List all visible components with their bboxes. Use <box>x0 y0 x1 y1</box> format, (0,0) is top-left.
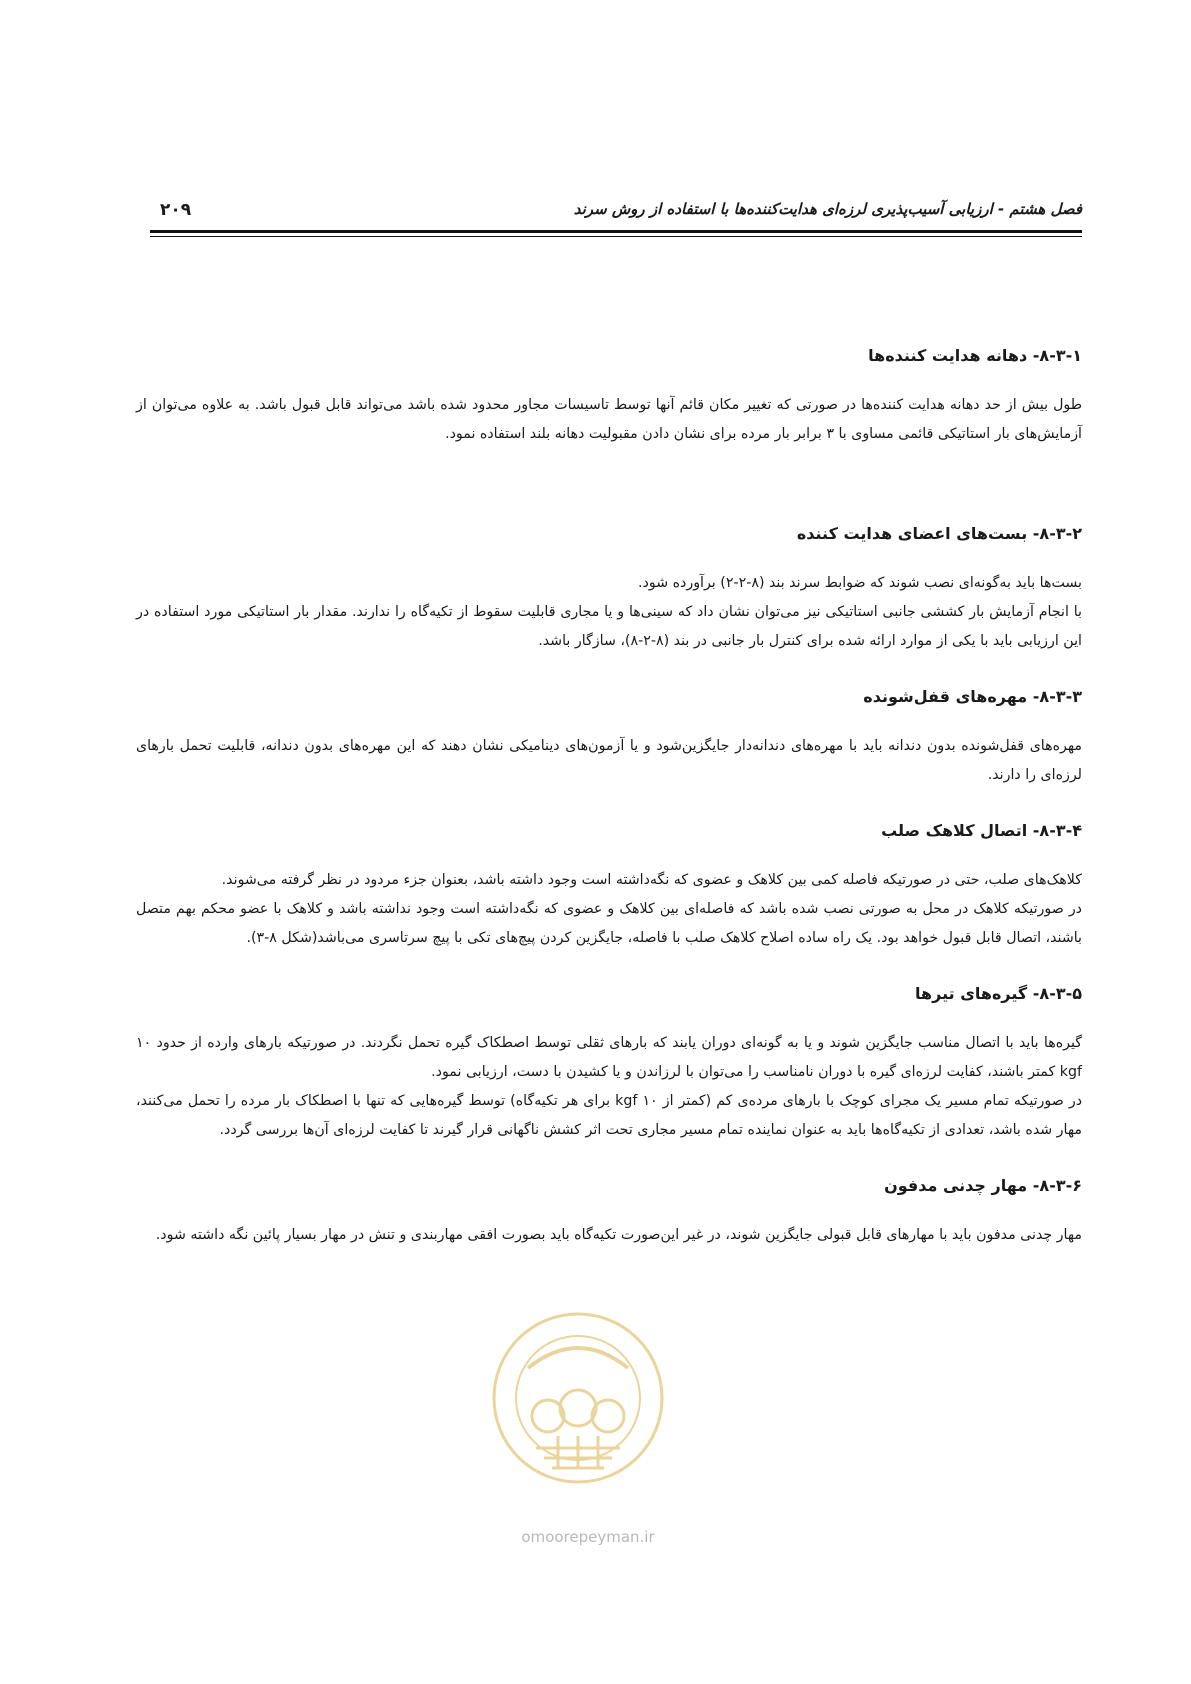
paragraph: گیره‌ها باید با اتصال مناسب جایگزین شوند و یا به گونه‌ای دوران یابند که بارهای ثقلی توسط اصطکاک گیره تحمل نگردند. در صورتیکه بارهای وارده از حدود ۱۰ kgf کمتر باشند، کفایت لرزه‌ای گیره با دوران نامناسب را می‌توان با لرزاندن و یا کشیدن با دست، ارزیابی نمود. <box>136 1035 1082 1080</box>
body-content <box>136 345 1082 1250</box>
section-heading: ۸-۳-۴- اتصال کلاهک صلب <box>881 821 1082 840</box>
watermark-logo-icon <box>488 1308 668 1488</box>
paragraph: در صورتیکه کلاهک در محل به صورتی نصب شده باشد که فاصله‌ای بین کلاهک و عضوی که نگه‌داشته است وجود نداشته باشد و کلاهک با عضو محکم بهم متصل باشند، اتصال قابل قبول خواهد بود. یک راه ساده اصلاح کلاهک صلب با فاصله، جایگزین کردن پیچ‌های تکی با پیچ سرتاسری می‌باشد(شکل ۸-۳). <box>136 901 1082 946</box>
section-heading: ۸-۳-۳- مهره‌های قفل‌شونده <box>863 687 1082 706</box>
section-heading: ۸-۳-۶- مهار چدنی مدفون <box>884 1176 1082 1195</box>
watermark-url: omoorepeyman.ir <box>521 1528 655 1546</box>
paragraph: کلاهک‌های صلب، حتی در صورتیکه فاصله کمی بین کلاهک و عضوی که نگه‌داشته است وجود داشته باشد، بعنوان جزء مردود در نظر گرفته می‌شوند. <box>221 872 1082 888</box>
section-2 <box>136 523 1082 656</box>
paragraph: مهار چدنی مدفون باید با مهارهای قابل قبولی جایگزین شوند، در غیر این‌صورت تکیه‌گاه باید بصورت افقی مهاربندی و تنش در مهار بسیار پائین نگه داشته شود. <box>155 1227 1082 1243</box>
section-heading: ۸-۳-۱- دهانه هدایت کننده‌ها <box>868 346 1082 365</box>
section-heading: ۸-۳-۲- بست‌های اعضای هدایت کننده <box>796 524 1082 543</box>
paragraph: طول بیش از حد دهانه هدایت کننده‌ها در صورتی که تغییر مکان قائم آنها توسط تاسیسات مجاور محدود شده باشد می‌تواند قابل قبول باشد. به علاوه می‌توان از آزمایش‌های بار استاتیکی قائمی مساوی با ۳ برابر بار مرده برای نشان دادن مقبولیت دهانه بلند استفاده نمود. <box>136 397 1082 442</box>
paragraph: مهره‌های قفل‌شونده بدون دندانه باید با مهره‌های دندانه‌دار جایگزین‌شود و یا آزمون‌های دینامیکی نشان دهند که این مهره‌های بدون دندانه، قابلیت تحمل بارهای لرزه‌ای را دارند. <box>136 738 1082 783</box>
chapter-title: فصل هشتم - ارزیابی آسیب‌پذیری لرزه‌ای هدایت‌کننده‌ها با استفاده از روش سرند <box>573 200 1082 218</box>
section-1 <box>136 345 1082 449</box>
header-rule-thick <box>150 230 1082 233</box>
paragraph: در صورتیکه تمام مسیر یک مجرای کوچک با بارهای مرده‌ی کم (کمتر از ۱۰ kgf برای هر تکیه‌گاه) توسط گیره‌هایی که تنها با اصطکاک بار مرده را تحمل می‌کنند، مهار شده باشد، تعدادی از تکیه‌گاه‌ها باید به عنوان نماینده تمام مسیر مجاری تحت اثر کشش ناگهانی قرار گیرند تا کفایت لرزه‌ای آن‌ها بررسی گردد. <box>136 1093 1083 1138</box>
paragraph: با انجام آزمایش بار کششی جانبی استاتیکی نیز می‌توان نشان داد که سینی‌ها و یا مجاری قابلیت سقوط از تکیه‌گاه را ندارند. مقدار بار استاتیکی مورد استفاده در این ارزیابی باید با یکی از موارد ارائه شده برای کنترل بار جانبی در بند (۸-۲-۸)، سازگار باشد. <box>136 604 1082 649</box>
section-heading: ۸-۳-۵- گیره‌های تیرها <box>915 984 1082 1003</box>
section-4 <box>136 820 1082 953</box>
section-3 <box>136 686 1082 790</box>
page-number: ۲۰۹ <box>160 200 192 220</box>
paragraph: بست‌ها باید به‌گونه‌ای نصب شوند که ضوابط سرند بند (۸-۲-۲) برآورده شود. <box>638 575 1082 591</box>
header-rule-thin <box>150 236 1082 237</box>
section-6 <box>136 1175 1082 1250</box>
section-5 <box>136 983 1082 1145</box>
running-header <box>150 200 1082 224</box>
